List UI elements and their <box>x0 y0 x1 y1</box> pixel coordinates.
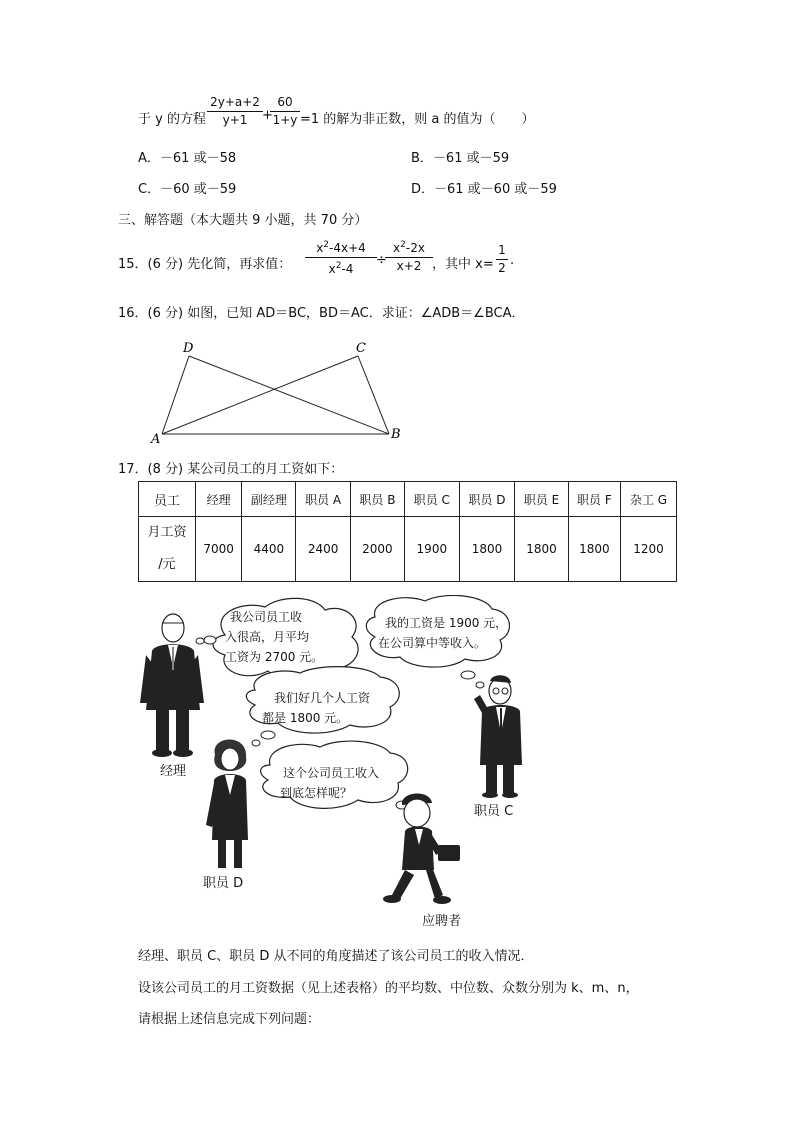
table-header-cell: 职员 D <box>459 482 515 517</box>
table-cell: 1800 <box>568 517 620 582</box>
q15-fraction-1: $x^2-4x+4$ $x^2-4$ <box>305 238 377 277</box>
table-header-cell: 职员 B <box>350 482 404 517</box>
table-header-cell: 职员 A <box>296 482 350 517</box>
q17-paragraph-1: 经理、职员 C、职员 D 从不同的角度描述了该公司员工的收入情况． <box>138 949 534 964</box>
label-b: B <box>391 427 401 442</box>
label-a: A <box>151 432 161 447</box>
table-cell: 1800 <box>515 517 568 582</box>
manager-label: 经理 <box>160 764 187 779</box>
table-cell: 2400 <box>296 517 350 582</box>
q16-text: 16．(6 分) 如图，已知 AD＝BC，BD＝AC．求证：∠ADB＝∠BCA． <box>118 306 525 321</box>
applicant-bubble-line: 到底怎样呢？ <box>280 786 353 800</box>
table-cell: 4400 <box>242 517 296 582</box>
segment-ad <box>162 356 189 434</box>
table-header-cell: 职员 E <box>515 482 568 517</box>
manager-figure-icon <box>140 614 204 757</box>
table-header-row <box>139 482 677 517</box>
q15-end: . <box>510 253 515 268</box>
staff-d-figure-icon <box>206 740 248 869</box>
table-row <box>139 517 677 582</box>
staff-c-label: 职员 C <box>474 804 514 819</box>
q14-fraction-2: 60 1+y <box>270 95 300 128</box>
q14-stem-pre: 于 y 的方程 <box>138 112 206 127</box>
q14-option-a: A．－61 或－58 <box>138 151 237 166</box>
table-cell: 1200 <box>621 517 677 582</box>
q14-option-c: C．－60 或－59 <box>138 182 237 197</box>
q14-option-b: B．－61 或－59 <box>411 151 510 166</box>
q15-prefix: 15．(6 分) 先化简，再求值： <box>118 257 292 272</box>
applicant-bubble-line: 这个公司员工收入 <box>283 766 380 780</box>
staff-c-figure-icon <box>474 675 522 798</box>
applicant-figure-icon <box>383 793 460 904</box>
q17-paragraph-2: 设该公司员工的月工资数据（见上述表格）的平均数、中位数、众数分别为 k、m、n， <box>138 981 639 996</box>
manager-bubble-line: 入很高，月平均 <box>225 630 310 644</box>
segment-cb <box>358 356 389 434</box>
staff-d-bubble-line: 我们好几个人工资 <box>274 691 371 705</box>
q14-option-d: D．－61 或－60 或－59 <box>411 182 557 197</box>
staff-d-bubble-line: 都是 1800 元。 <box>262 711 349 725</box>
salary-table <box>138 481 677 582</box>
q14-stem-post: =1 的解为非正数，则 a 的值为（ ） <box>300 112 535 127</box>
table-cell: 1900 <box>405 517 460 582</box>
q16-quadrilateral-figure <box>145 335 415 447</box>
q17-paragraph-3: 请根据上述信息完成下列问题： <box>138 1012 321 1027</box>
q15-fraction-2: $x^2-2x$ x+2 <box>385 238 433 274</box>
segment-ac <box>162 356 358 434</box>
table-cell: 7000 <box>196 517 242 582</box>
table-header-cell: 副经理 <box>242 482 296 517</box>
table-header-cell: 经理 <box>196 482 242 517</box>
q14-fraction-1: 2y+a+2 y+1 <box>207 95 263 128</box>
staff-c-bubble-line: 在公司算中等收入。 <box>378 636 487 650</box>
table-header-cell: 杂工 G <box>621 482 677 517</box>
table-row-label: 月工资 /元 <box>139 517 196 582</box>
table-header-cell: 职员 F <box>568 482 620 517</box>
label-c: C <box>356 341 366 356</box>
table-cell: 2000 <box>350 517 404 582</box>
manager-bubble-line: 我公司员工收 <box>230 610 303 624</box>
staff-d-label: 职员 D <box>203 876 244 891</box>
q15-mid: ，其中 x= <box>432 257 494 272</box>
staff-c-bubble-line: 我的工资是 1900 元， <box>385 616 508 630</box>
q14-plus: + <box>262 108 273 123</box>
label-d: D <box>183 341 194 356</box>
segment-db <box>189 356 389 434</box>
q17-text: 17．(8 分) 某公司员工的月工资如下： <box>118 462 344 477</box>
table-header-cell: 职员 C <box>405 482 460 517</box>
section-heading: 三、解答题（本大题共 9 小题，共 70 分） <box>118 213 368 228</box>
q15-x-fraction: 1 2 <box>496 243 508 276</box>
applicant-label: 应聘者 <box>422 914 462 929</box>
manager-bubble-line: 工资为 2700 元。 <box>225 650 324 664</box>
q15-divide: ÷ <box>376 253 387 268</box>
table-header-cell: 员工 <box>139 482 196 517</box>
table-cell: 1800 <box>459 517 515 582</box>
